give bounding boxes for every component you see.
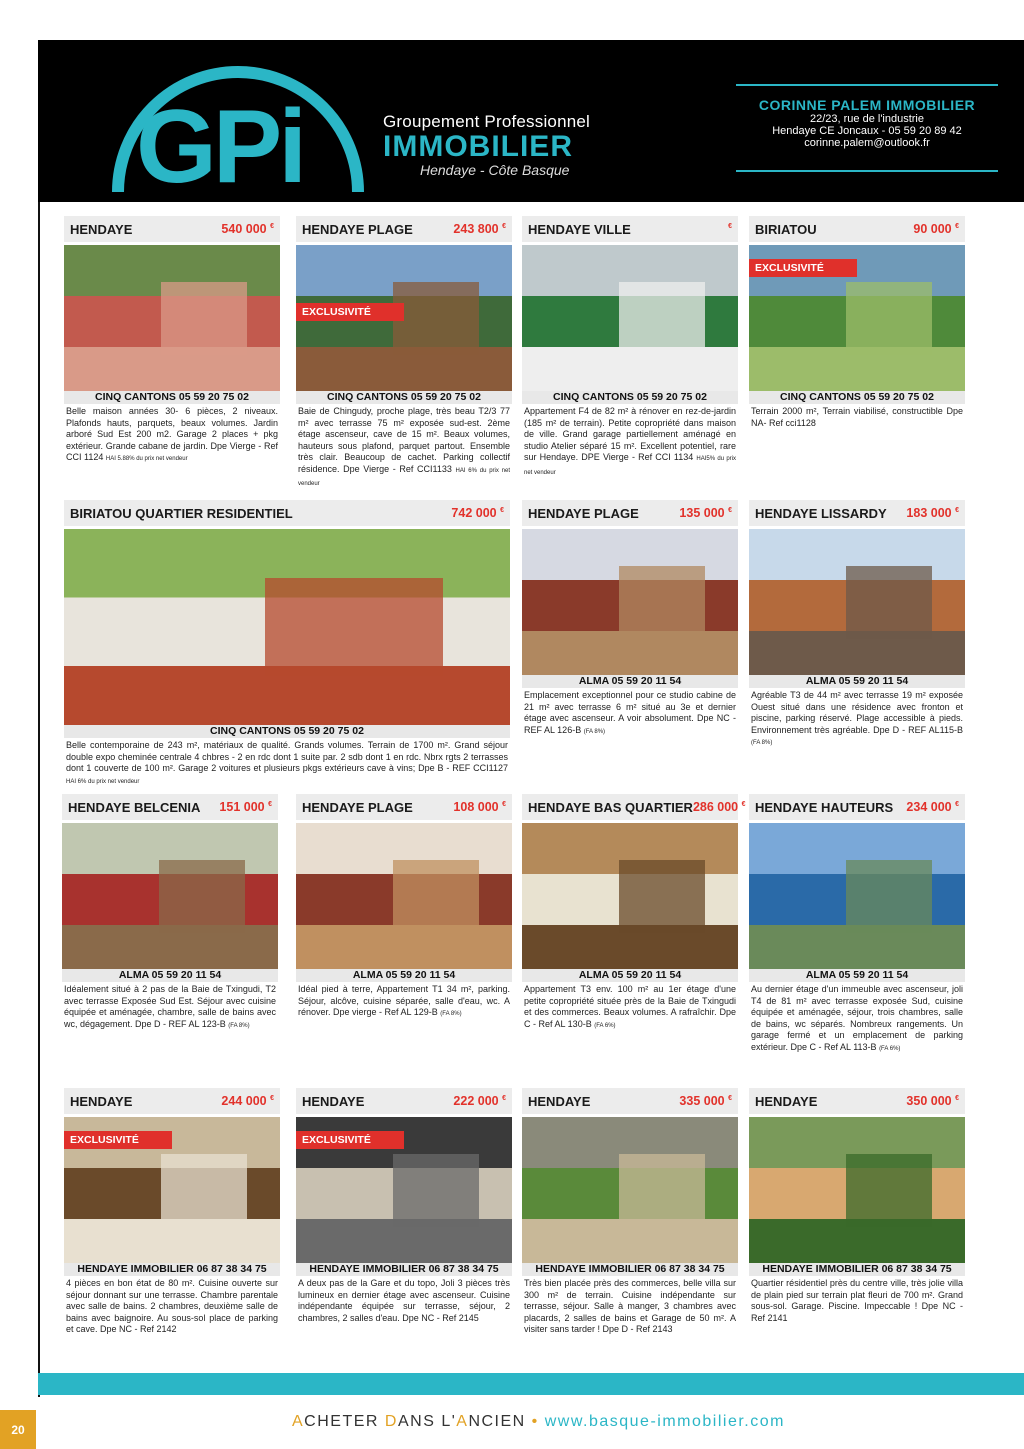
footer-b: CHETER	[304, 1413, 385, 1430]
listing-agent: HENDAYE IMMOBILIER 06 87 38 34 75	[522, 1263, 738, 1276]
listing-card[interactable]	[749, 1088, 965, 1324]
listing-titlebar	[62, 794, 278, 820]
listing-card[interactable]	[522, 794, 746, 1032]
listing-price: 742 000 €	[451, 506, 504, 520]
photo-detail	[393, 1154, 479, 1227]
photo-detail	[846, 1154, 932, 1227]
listing-price: 183 000 €	[906, 506, 959, 520]
listing-price: 540 000 €	[221, 222, 274, 236]
listing-photo[interactable]	[296, 823, 512, 969]
listing-photo[interactable]	[62, 823, 278, 969]
listing-titlebar	[296, 216, 512, 242]
listing-description: Terrain 2000 m², Terrain viabilisé, constructible Dpe NA- Ref cci1128	[751, 406, 963, 428]
listing-city: HENDAYE VILLE	[528, 221, 631, 237]
currency-mark: €	[502, 222, 506, 230]
footer-f: NCIEN	[468, 1413, 526, 1430]
listing-photo[interactable]	[749, 245, 965, 391]
listing-city: HENDAYE	[302, 1093, 365, 1109]
listing-fee: (FA 6%)	[879, 1045, 901, 1052]
listing-city: BIRIATOU	[755, 221, 817, 237]
listing-card[interactable]	[522, 500, 738, 738]
agency-name: CORINNE PALEM IMMOBILIER	[758, 97, 976, 113]
listing-agent: CINQ CANTONS 05 59 20 75 02	[522, 391, 738, 404]
listing-titlebar	[64, 216, 280, 242]
photo-detail	[393, 282, 479, 355]
listing-description: Emplacement exceptionnel pour ce studio cabine de 21 m² avec terrasse 6 m² situé au 3e et dernier étage avec ascenseur. A voir absolument. Dpe NC - REF AL 126-B (FA 8%)	[524, 690, 736, 735]
listing-agent: CINQ CANTONS 05 59 20 75 02	[64, 725, 510, 738]
listing-fee: (FA 6%)	[594, 1022, 616, 1029]
listing-price: 350 000 €	[906, 1094, 959, 1108]
listing-description: Belle contemporaine de 243 m², matériaux de qualité. Grands volumes. Terrain de 1700 m². Grand séjour double expo cheminée centrale 4 chbres - 2 en rdc dont 1 suite par. 2 sdb dont 1 en rdc. Nbrx rgts 2 terrasses dont 1 couverte de 100 m². Garage 2 voitures et plusieurs pkgs extérieurs cave à vins; Dpe B - REF CCI1127 HAI 6% du prix net vendeur	[66, 740, 508, 785]
listing-fee: (FA 8%)	[228, 1022, 250, 1029]
listing-agent: HENDAYE IMMOBILIER 06 87 38 34 75	[749, 1263, 965, 1276]
currency-mark: €	[268, 800, 272, 808]
listing-description: A deux pas de la Gare et du topo, Joli 3 pièces très lumineux en dernier étage avec ascenseur. Cuisine indépendante équipée sur terrasse, séjour, 2 chambres, 2 salles d'eau. Dpe NC - Ref 2145	[298, 1278, 510, 1323]
listing-card[interactable]	[64, 500, 510, 788]
listing-city: HENDAYE HAUTEURS	[755, 799, 894, 815]
footer-a1: A	[292, 1413, 305, 1430]
brand-line-3: Hendaye - Côte Basque	[420, 162, 570, 178]
photo-detail	[846, 282, 932, 355]
listing-description: Appartement F4 de 82 m² à rénover en rez-de-jardin (185 m² de terrain). Petite copropriété dans maison de ville. Grand garage partiellement aménagé en studio Atelier séparé 15 m². Excellent potentiel, rare sur Hendaye. DPE Vierge - Ref CCI 1134 HAI5% du prix net vendeur	[524, 406, 737, 476]
listing-titlebar	[64, 1088, 280, 1114]
listing-description: Au dernier étage d'un immeuble avec ascenseur, joli T4 de 81 m² avec terrasse exposée Sud, cuisine équipée et aménagée, séjour, trois chambres, salle de bains, wc séparés. Nombreux rangements. Un garage fermé et un emplacement de parking extérieur. Dpe C - Ref AL 113-B (FA 6%)	[751, 984, 963, 1052]
listing-agent: HENDAYE IMMOBILIER 06 87 38 34 75	[296, 1263, 512, 1276]
listing-photo[interactable]	[749, 529, 965, 675]
currency-mark: €	[500, 506, 504, 514]
listing-photo[interactable]	[64, 1117, 280, 1263]
listing-agent: CINQ CANTONS 05 59 20 75 02	[749, 391, 965, 404]
currency-mark: €	[502, 1094, 506, 1102]
listing-titlebar	[749, 1088, 965, 1114]
listing-card[interactable]	[62, 794, 278, 1032]
listing-city: HENDAYE	[70, 221, 133, 237]
listing-titlebar	[522, 1088, 738, 1114]
exclusive-badge: EXCLUSIVITÉ	[749, 259, 857, 277]
exclusive-badge: EXCLUSIVITÉ	[296, 1131, 404, 1149]
listing-description: Quartier résidentiel près du centre ville, très jolie villa de plain pied sur terrain plat fleuri de 700 m². Grand sous-sol. Garage. Piscine. Impeccable ! Dpe NC - Ref 2141	[751, 1278, 963, 1323]
svg-text:GPi: GPi	[136, 89, 304, 202]
photo-detail	[846, 566, 932, 639]
listing-fee: (FA 8%)	[440, 1011, 462, 1017]
photo-detail	[161, 282, 247, 355]
listing-fee: HAI5% du prix net vendeur	[524, 456, 737, 476]
listing-description: Agréable T3 de 44 m² avec terrasse 19 m² exposée Ouest situé dans une résidence avec fronton et piscine, parking réservé. Plage accessible à pieds. Environnement très agréable. Dpe D - REF AL115-B (FA 8%)	[751, 690, 963, 746]
listing-card[interactable]	[522, 1088, 738, 1336]
agency-email[interactable]: corinne.palem@outlook.fr	[804, 137, 930, 149]
listing-titlebar	[749, 794, 965, 820]
listing-titlebar	[749, 216, 965, 242]
currency-mark: €	[955, 800, 959, 808]
listing-city: HENDAYE	[70, 1093, 133, 1109]
listing-fee: HAI 6% du prix net vendeur	[66, 778, 140, 785]
listing-city: HENDAYE	[528, 1093, 591, 1109]
listing-agent: HENDAYE IMMOBILIER 06 87 38 34 75	[64, 1263, 280, 1276]
listing-card[interactable]	[749, 216, 965, 429]
listing-titlebar	[296, 1088, 512, 1114]
listing-agent: CINQ CANTONS 05 59 20 75 02	[296, 391, 512, 404]
brand-block	[383, 112, 590, 178]
listing-card[interactable]	[522, 216, 738, 479]
listing-titlebar	[296, 794, 512, 820]
listing-city: HENDAYE BELCENIA	[68, 799, 201, 815]
listing-titlebar	[522, 794, 746, 820]
listing-fee: HAI 6% du prix net vendeur	[298, 467, 510, 487]
listing-city: HENDAYE PLAGE	[302, 799, 413, 815]
agency-header	[38, 40, 1024, 202]
brand-line-2: IMMOBILIER	[383, 130, 573, 163]
listing-card[interactable]	[296, 216, 512, 491]
currency-mark: €	[955, 222, 959, 230]
listing-titlebar	[749, 500, 965, 526]
photo-detail	[619, 860, 705, 933]
listing-agent: ALMA 05 59 20 11 54	[749, 675, 965, 688]
listing-titlebar	[522, 216, 738, 242]
footer-tagline	[292, 1413, 785, 1431]
gpi-logo	[98, 52, 378, 202]
listing-city: HENDAYE PLAGE	[528, 505, 639, 521]
listing-price: 286 000 €	[692, 800, 746, 814]
listing-description: Belle maison années 30- 6 pièces, 2 niveaux. Plafonds hauts, parquets, beaux volumes. Jardin arboré Sud Est 200 m2. Garage 2 places + pkg extérieur. Grande cabane de jardin. Dpe Vierge - Ref CCI 1124 HAI 5.88% du prix net vendeur	[66, 406, 278, 462]
currency-mark: €	[955, 1094, 959, 1102]
currency-mark: €	[502, 800, 506, 808]
listing-price: 108 000 €	[453, 800, 506, 814]
listing-price: 222 000 €	[453, 1094, 506, 1108]
listing-city: BIRIATOU QUARTIER RESIDENTIEL	[70, 505, 293, 521]
listing-city: HENDAYE	[755, 1093, 818, 1109]
listing-price: 244 000 €	[221, 1094, 274, 1108]
listing-photo[interactable]	[522, 529, 738, 675]
listing-card[interactable]	[64, 216, 280, 466]
listing-photo[interactable]	[522, 245, 738, 391]
listing-photo[interactable]	[296, 1117, 512, 1263]
footer-url[interactable]: www.basque-immobilier.com	[544, 1413, 785, 1430]
listing-fee: HAI 5.88% du prix net vendeur	[105, 456, 188, 462]
listing-agent: ALMA 05 59 20 11 54	[522, 969, 738, 982]
listing-description: 4 pièces en bon état de 80 m². Cuisine ouverte sur séjour donnant sur une terrasse. Chambre parentale avec salle de bains. 2 chambres, deuxième salle de bains avec baignoire. Au sous-sol place de parking et cave. Dpe NC - Ref 2142	[66, 1278, 278, 1334]
currency-mark: €	[955, 506, 959, 514]
listing-price	[728, 222, 732, 236]
currency-mark: €	[728, 1094, 732, 1102]
photo-detail	[159, 860, 245, 933]
currency-mark: €	[728, 222, 732, 230]
listing-price: 135 000 €	[679, 506, 732, 520]
agency-contact	[736, 84, 998, 172]
listing-city: HENDAYE BAS QUARTIER	[528, 799, 693, 815]
listing-card[interactable]	[296, 794, 512, 1021]
listing-price: 243 800 €	[453, 222, 506, 236]
listing-description: Idéal pied à terre, Appartement T1 34 m², parking. Séjour, alcôve, cuisine séparée, salle d'eau, wc. A rénover. Dpe vierge - Ref AL 129-B (FA 8%)	[298, 984, 510, 1017]
listing-photo[interactable]	[296, 245, 512, 391]
photo-detail	[265, 578, 443, 676]
listing-agent: CINQ CANTONS 05 59 20 75 02	[64, 391, 280, 404]
listing-price: 234 000 €	[906, 800, 959, 814]
footer-bullet: •	[531, 1413, 539, 1430]
exclusive-badge: EXCLUSIVITÉ	[64, 1131, 172, 1149]
listing-card[interactable]	[296, 1088, 512, 1324]
photo-detail	[846, 860, 932, 933]
listing-photo[interactable]	[64, 245, 280, 391]
listing-description: Appartement T3 env. 100 m² au 1er étage d'une petite copropriété située près de la Baie de Txingudi et des commerces. Beaux volumes. A rafraîchir. Dpe C - Ref AL 130-B (FA 6%)	[524, 984, 736, 1029]
listing-agent: ALMA 05 59 20 11 54	[522, 675, 738, 688]
agency-address: 22/23, rue de l'industrie	[809, 113, 924, 125]
listing-description: Idéalement situé à 2 pas de la Baie de Txingudi, T2 avec terrasse Exposée Sud Est. Séjour avec cuisine équipée et aménagée, chambre, salle de bains avec wc, dégagement. Dpe D - REF AL 123-B (FA 8%)	[64, 984, 276, 1029]
listing-titlebar	[64, 500, 510, 526]
listing-photo[interactable]	[64, 529, 510, 725]
footer-e: A	[456, 1413, 469, 1430]
photo-detail	[619, 1154, 705, 1227]
currency-mark: €	[270, 222, 274, 230]
footer-c: D	[384, 1413, 398, 1430]
currency-mark: €	[741, 800, 746, 808]
listing-photo[interactable]	[749, 1117, 965, 1263]
currency-mark: €	[270, 1094, 274, 1102]
photo-detail	[161, 1154, 247, 1227]
agency-phone: Hendaye CE Joncaux - 05 59 20 89 42	[772, 125, 962, 137]
listing-price: 151 000 €	[219, 800, 272, 814]
listing-photo[interactable]	[749, 823, 965, 969]
listing-description: Très bien placée près des commerces, belle villa sur 300 m² de terrain. Cuisine indépendante sur terrasse, séjour. Salle à manger, 3 chambres avec placards, 2 salles de bains et Garage de 50 m². A visiter sans tarder ! Dpe D - Ref 2143	[524, 1278, 736, 1334]
footer-bar	[38, 1373, 1024, 1395]
listing-card[interactable]	[64, 1088, 280, 1336]
listing-agent: ALMA 05 59 20 11 54	[296, 969, 512, 982]
listing-agent: ALMA 05 59 20 11 54	[749, 969, 965, 982]
photo-detail	[393, 860, 479, 933]
currency-mark: €	[728, 506, 732, 514]
listing-fee: (FA 8%)	[751, 740, 773, 746]
listing-agent: ALMA 05 59 20 11 54	[62, 969, 278, 982]
listing-city: HENDAYE LISSARDY	[755, 505, 887, 521]
listing-card[interactable]	[749, 500, 965, 750]
listing-fee: (FA 8%)	[583, 728, 606, 735]
brand-line-1: Groupement Professionnel	[383, 112, 591, 131]
photo-detail	[619, 282, 705, 355]
listing-titlebar	[522, 500, 738, 526]
listing-photo[interactable]	[522, 1117, 738, 1263]
listing-description: Baie de Chingudy, proche plage, très beau T2/3 77 m² avec terrasse 75 m² exposée sud-est. 2ème étage ascenseur, cave de 15 m². Beaux volumes, hauteurs sous plafond, parquet partout. Ensemble très clair. Beaucoup de cachet. Parking collectif résidence. Dpe Vierge - Ref CCI1133 HAI 6% du prix net vendeur	[298, 406, 510, 487]
listing-city: HENDAYE PLAGE	[302, 221, 413, 237]
page-number: 20	[0, 1410, 36, 1449]
listing-price: 335 000 €	[679, 1094, 732, 1108]
footer-d: ANS L'	[397, 1413, 457, 1430]
listing-photo[interactable]	[522, 823, 738, 969]
photo-detail	[619, 566, 705, 639]
listing-price: 90 000 €	[913, 222, 959, 236]
listing-card[interactable]	[749, 794, 965, 1055]
exclusive-badge: EXCLUSIVITÉ	[296, 303, 404, 321]
